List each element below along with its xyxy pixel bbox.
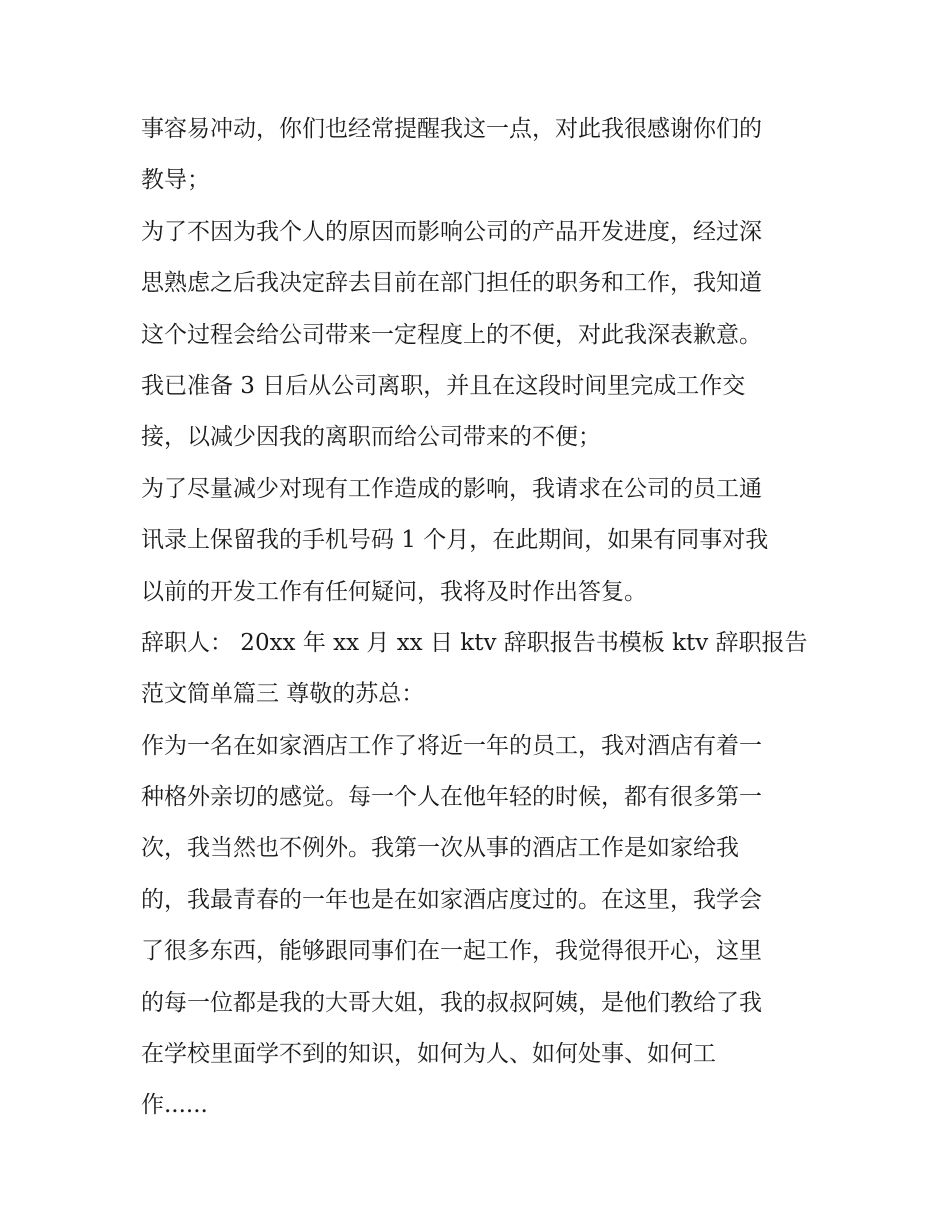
text-line: 在学校里面学不到的知识，如何为人、如何处事、如何工	[141, 1041, 716, 1068]
text-line: 作为一名在如家酒店工作了将近一年的员工，我对酒店有着一	[141, 732, 762, 759]
text-line: 的，我最青春的一年也是在如家酒店度过的。在这里，我学会	[141, 886, 762, 913]
text-line: 了很多东西，能够跟同事们在一起工作，我觉得很开心，这里	[141, 938, 762, 965]
text-line: 接，以减少因我的离职而给公司带来的不便；	[141, 424, 601, 451]
text-line: 为了不因为我个人的原因而影响公司的产品开发进度，经过深	[141, 218, 762, 245]
text-line: 这个过程会给公司带来一定程度上的不便，对此我深表歉意。	[141, 321, 762, 348]
text-line: 为了尽量减少对现有工作造成的影响，我请求在公司的员工通	[141, 475, 762, 502]
text-line: 辞职人： 20xx 年 xx 月 xx 日 ktv 辞职报告书模板 ktv 辞职报告	[141, 629, 808, 656]
text-line: 事容易冲动，你们也经常提醒我这一点，对此我很感谢你们的	[141, 116, 762, 142]
text-line: 以前的开发工作有任何疑问，我将及时作出答复。	[141, 578, 647, 605]
text-line: 范文简单篇三 尊敬的苏总：	[141, 681, 425, 708]
text-line: 讯录上保留我的手机号码 1 个月，在此期间，如果有同事对我	[141, 527, 769, 554]
text-line: 教导；	[141, 167, 210, 194]
text-line: 种格外亲切的感觉。每一个人在他年轻的时候，都有很多第一	[141, 784, 762, 811]
text-line: 的每一位都是我的大哥大姐，我的叔叔阿姨，是他们教给了我	[141, 989, 762, 1016]
document-body	[141, 104, 821, 1132]
text-line: 作......	[141, 1092, 208, 1119]
text-line: 我已准备 3 日后从公司离职，并且在这段时间里完成工作交	[141, 372, 746, 399]
text-line: 思熟虑之后我决定辞去目前在部门担任的职务和工作，我知道	[141, 270, 762, 297]
text-line: 次，我当然也不例外。我第一次从事的酒店工作是如家给我	[141, 835, 739, 862]
